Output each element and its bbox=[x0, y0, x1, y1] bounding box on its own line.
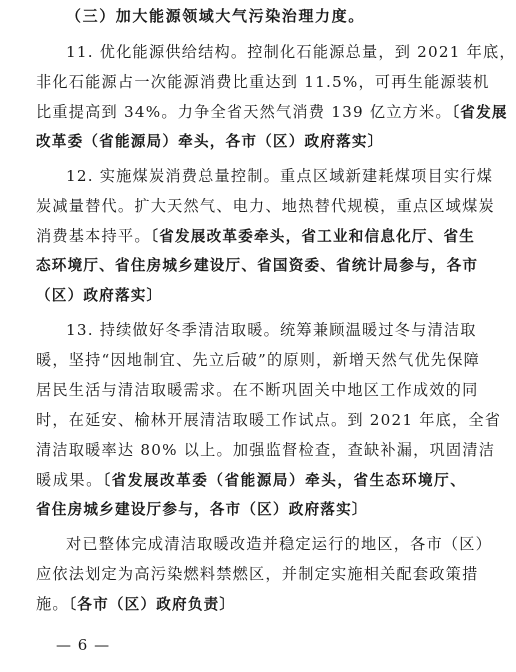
responsibility-note: 改革委（省能源局）牵头，各市（区）政府落实〕 bbox=[36, 133, 384, 150]
paragraph-line: 对已整体完成清洁取暖改造并稳定运行的地区，各市（区） bbox=[66, 535, 493, 553]
paragraph-line: 12. 实施煤炭消费总量控制。重点区域新建耗煤项目实行煤 bbox=[66, 167, 494, 185]
responsibility-note: 省住房城乡建设厅参与，各市（区）政府落实〕 bbox=[36, 501, 368, 518]
responsibility-note: （区）政府落实〕 bbox=[36, 287, 163, 304]
paragraph-line bbox=[36, 226, 476, 247]
text-segment: 暖成果。 bbox=[36, 471, 103, 489]
paragraph-line: 非化石能源占一次能源消费比重达到 11.5%，可再生能源装机 bbox=[36, 73, 490, 91]
text-segment: 施。 bbox=[36, 595, 69, 613]
paragraph-line: 应依法划定为高污染燃料禁燃区，并制定实施相关配套政策措 bbox=[36, 565, 479, 583]
text-segment: 比重提高到 34%。力争全省天然气消费 139 亿立方米。 bbox=[36, 103, 452, 121]
responsibility-note: 〔省发展改革委牵头，省工业和信息化厅、省生 bbox=[150, 228, 476, 245]
responsibility-note: 态环境厅、省住房城乡建设厅、省国资委、省统计局参与，各市 bbox=[36, 257, 479, 274]
text-segment: 消费基本持平。 bbox=[36, 227, 151, 245]
responsibility-note: 〔省发展改革委（省能源局）牵头，省生态环境厅、 bbox=[102, 472, 466, 489]
paragraph-line: 11. 优化能源供给结构。控制化石能源总量，到 2021 年底， bbox=[66, 43, 516, 61]
paragraph-line bbox=[36, 102, 508, 123]
responsibility-note: 〔各市（区）政府负责〕 bbox=[68, 596, 236, 613]
paragraph-line bbox=[36, 470, 466, 491]
paragraph-line: 13. 持续做好冬季清洁取暖。统筹兼顾温暖过冬与清洁取 bbox=[66, 321, 477, 339]
page-number: — 6 — bbox=[56, 636, 111, 654]
paragraph-line: 清洁取暖率达 80% 以上。加强监督检查，查缺补漏，巩固清洁 bbox=[36, 441, 496, 459]
paragraph-line bbox=[36, 594, 466, 615]
section-heading: （三）加大能源领域大气污染治理力度。 bbox=[66, 7, 365, 25]
paragraph-line: 暖，坚持“因地制宜、先立后破”的原则，新增天然气优先保障 bbox=[36, 351, 481, 369]
paragraph-line: 炭减量替代。扩大天然气、电力、地热替代规模，重点区域煤炭 bbox=[36, 197, 495, 215]
responsibility-note: 〔省发展 bbox=[451, 104, 508, 121]
paragraph-line: 时，在延安、榆林开展清洁取暖工作试点。到 2021 年底，全省 bbox=[36, 411, 502, 429]
paragraph-line: 居民生活与清洁取暖需求。在不断巩固关中地区工作成效的同 bbox=[36, 381, 479, 399]
